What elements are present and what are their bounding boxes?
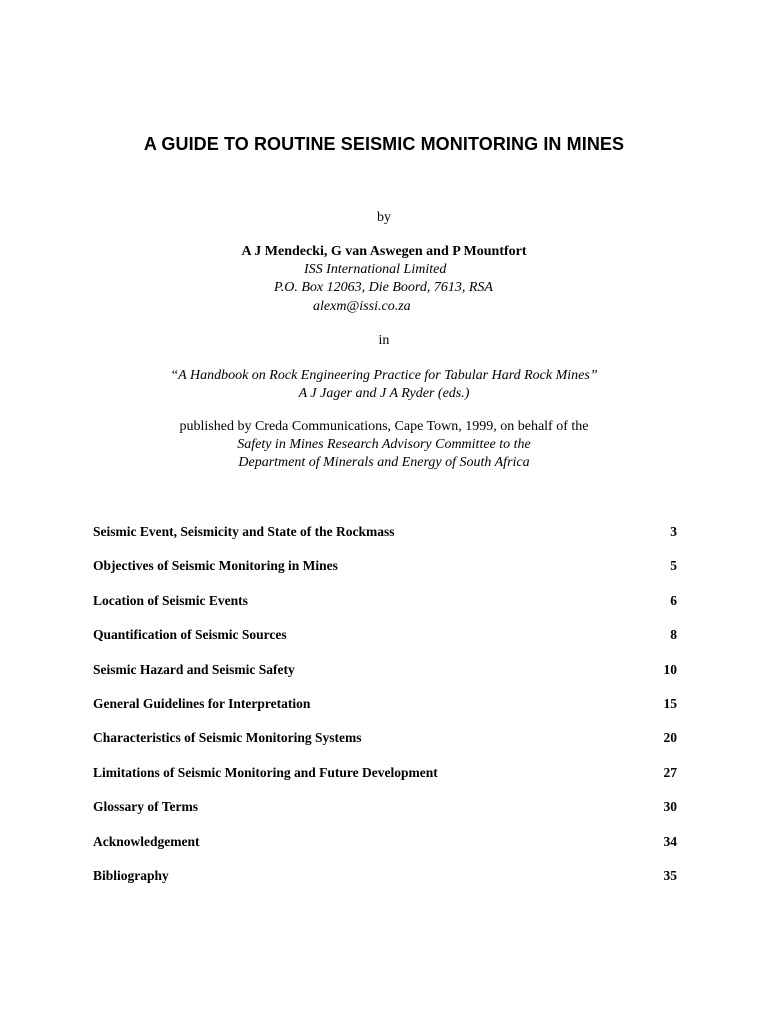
toc-entry-page: 10 xyxy=(663,661,677,677)
toc-entry xyxy=(93,762,677,796)
book-title: “A Handbook on Rock Engineering Practice for Tabular Hard Rock Mines” xyxy=(170,368,598,383)
toc-entry xyxy=(93,659,677,693)
table-of-contents xyxy=(93,521,677,899)
toc-entry xyxy=(93,831,677,865)
document-title: A GUIDE TO ROUTINE SEISMIC MONITORING IN MINES xyxy=(143,134,625,154)
toc-entry-page: 35 xyxy=(663,867,677,883)
affiliation-address: P.O. Box 12063, Die Boord, 7613, RSA xyxy=(274,280,493,295)
toc-entry-page: 30 xyxy=(663,799,677,815)
toc-entry-title: Seismic Hazard and Seismic Safety xyxy=(93,661,295,677)
toc-entry xyxy=(93,624,677,658)
toc-entry xyxy=(93,693,677,727)
book-editors: A J Jager and J A Ryder (eds.) xyxy=(298,386,470,401)
toc-entry-title: Glossary of Terms xyxy=(93,799,199,815)
toc-entry xyxy=(93,521,677,555)
toc-entry-page: 27 xyxy=(663,764,677,780)
toc-entry-page: 3 xyxy=(670,524,677,539)
in-label: in xyxy=(378,333,390,348)
toc-entry-page: 6 xyxy=(670,592,677,608)
toc-entry-page: 20 xyxy=(663,730,677,746)
toc-entry xyxy=(93,590,677,624)
publication-line-2: Safety in Mines Research Advisory Committee to the xyxy=(237,437,531,452)
toc-entry-page: 34 xyxy=(663,833,677,849)
toc-entry-title: Bibliography xyxy=(93,867,169,883)
toc-entry-title: Limitations of Seismic Monitoring and Future Development xyxy=(93,764,438,780)
toc-entry-title: Quantification of Seismic Sources xyxy=(93,627,287,643)
toc-entry xyxy=(93,727,677,761)
toc-entry-title: Location of Seismic Events xyxy=(93,592,248,608)
toc-entry-page: 8 xyxy=(670,627,677,643)
toc-entry xyxy=(93,796,677,830)
toc-entry-page: 15 xyxy=(663,695,677,711)
affiliation-org: ISS International Limited xyxy=(304,262,447,277)
toc-entry-title: Characteristics of Seismic Monitoring Systems xyxy=(93,730,362,746)
by-label: by xyxy=(377,210,391,225)
authors: A J Mendecki, G van Aswegen and P Mountfort xyxy=(241,244,527,259)
toc-entry-page: 5 xyxy=(670,558,677,574)
toc-entry xyxy=(93,555,677,589)
toc-entry-title: Acknowledgement xyxy=(93,833,200,849)
toc-entry-title: Seismic Event, Seismicity and State of the Rockmass xyxy=(93,524,395,539)
affiliation-email: alexm@issi.co.za xyxy=(313,299,411,314)
publication-line-1: published by Creda Communications, Cape Town, 1999, on behalf of the xyxy=(179,419,589,434)
toc-entry xyxy=(93,865,677,899)
toc-entry-title: Objectives of Seismic Monitoring in Mines xyxy=(93,558,338,574)
toc-entry-title: General Guidelines for Interpretation xyxy=(93,695,311,711)
publication-line-3: Department of Minerals and Energy of South Africa xyxy=(238,455,530,470)
